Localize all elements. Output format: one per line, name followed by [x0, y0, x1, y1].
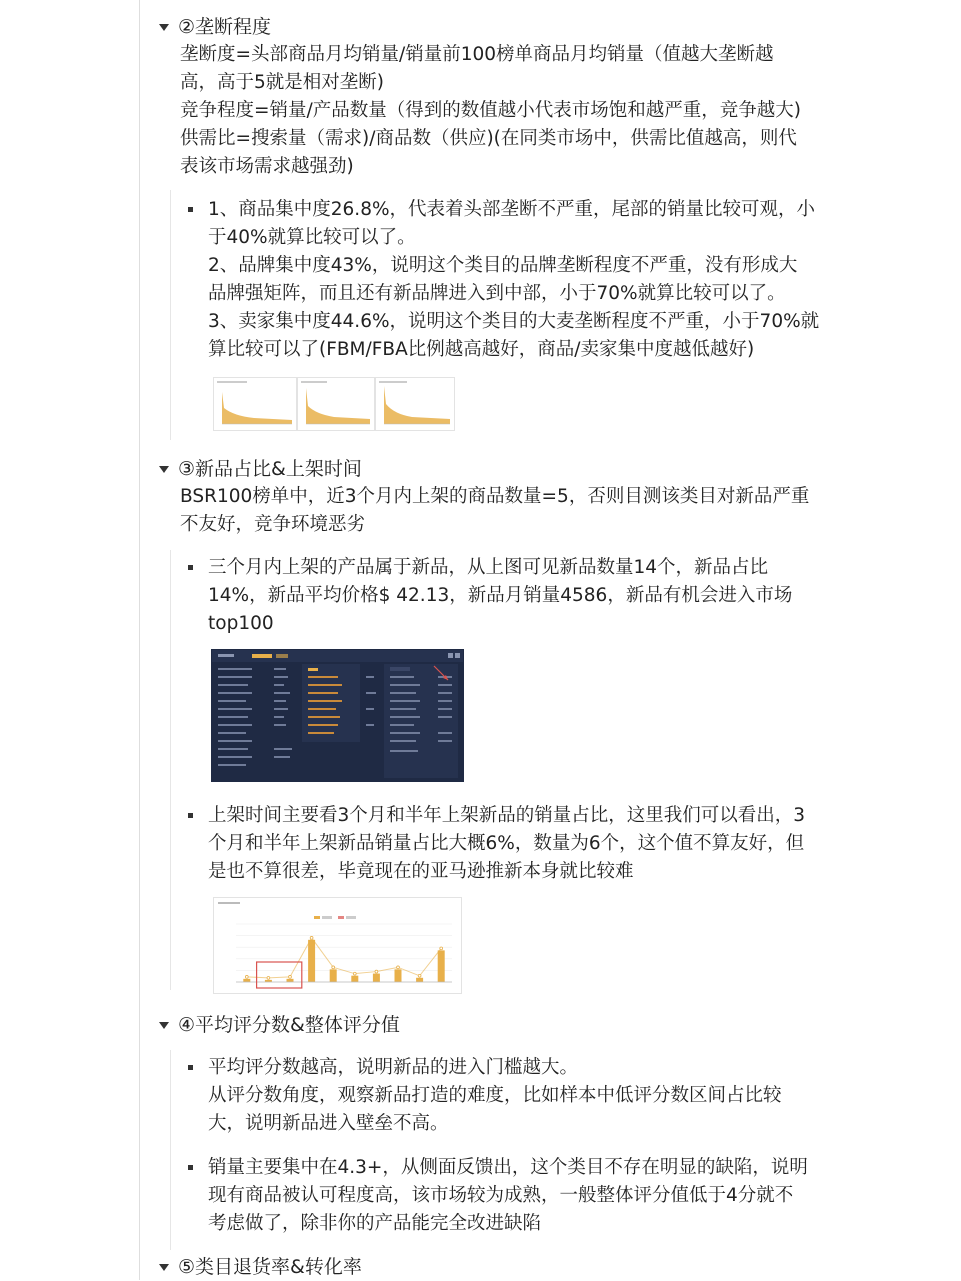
- section-heading: ②垄断程度: [178, 16, 272, 38]
- section-paragraph: 垄断度=头部商品月均销量/销量前100榜单商品月均销量（值越大垄断越 高，高于5就是相对垄断) 竞争程度=销量/产品数量（得到的数值越小代表市场饱和越严重，竞争越大) 供需比=搜索量（需求)/商品数（供应)(在同类市场中，供需比值越高，则代 表该市场需求越强劲): [180, 44, 801, 177]
- section-heading: ③新品占比&上架时间: [178, 458, 362, 480]
- bullet-marker: [188, 1165, 193, 1170]
- chart-point: [375, 970, 378, 973]
- chart-point: [418, 974, 421, 977]
- bullet-text: 1、商品集中度26.8%，代表着头部垄断不严重，尾部的销量比较可观，小 于40%就算比较可以了。 2、品牌集中度43%，说明这个类目的品牌垄断程度不严重，没有形成大 品牌强矩阵，而且还有新品牌进入到中部，小于70%就算比较可以了。 3、卖家集中度44.6%，说明这个类目的大麦垄断程度不严重，小于70%就 算比较可以了(FBM/FBA比例越高越好，商品/卖家集中度越低越好): [208, 199, 820, 360]
- chart-bar: [416, 978, 423, 982]
- section-heading: ⑤类目退货率&转化率: [178, 1256, 362, 1278]
- launch-time-sales-chart[interactable]: [213, 897, 462, 994]
- collapse-toggle-icon[interactable]: [159, 24, 169, 31]
- chart-point: [289, 975, 292, 978]
- chart-bar: [243, 979, 250, 982]
- new-product-dashboard-screenshot[interactable]: [211, 649, 464, 782]
- chart-point: [440, 947, 443, 950]
- bullet-text: 上架时间主要看3个月和半年上架新品的销量占比，这里我们可以看出，3 个月和半年上架新品销量占比大概6%，数量为6个，这个值不算友好，但 是也不算很差，毕竟现在的亚马逊推新本身就比较难: [208, 805, 806, 882]
- chart-bar: [395, 969, 402, 982]
- chart-point: [310, 936, 313, 939]
- chart-bar: [373, 974, 380, 982]
- legend-label-placeholder: [346, 916, 356, 919]
- concentration-chart-thumbnail[interactable]: [297, 377, 375, 431]
- collapse-toggle-icon[interactable]: [159, 1022, 169, 1029]
- bullet-marker: [188, 813, 193, 818]
- chart-bar: [330, 969, 337, 982]
- chart-point: [267, 976, 270, 979]
- bullet-marker: [188, 565, 193, 570]
- chart-bar: [308, 940, 315, 982]
- chart-bar: [287, 979, 294, 982]
- chart-series-line: [247, 938, 441, 978]
- outline-guide-line: [139, 0, 140, 1280]
- concentration-chart-thumbnail[interactable]: [375, 377, 455, 431]
- indent-guide-line: [170, 190, 171, 440]
- chart-point: [245, 975, 248, 978]
- collapse-toggle-icon[interactable]: [159, 1264, 169, 1271]
- indent-guide-line: [170, 1050, 171, 1250]
- section-paragraph: BSR100榜单中，近3个月内上架的商品数量=5，否则目测该类目对新品严重 不友好，竞争环境恶劣: [180, 486, 810, 535]
- chart-point: [397, 966, 400, 969]
- chart-bar: [438, 950, 445, 982]
- collapse-toggle-icon[interactable]: [159, 466, 169, 473]
- chart-caption-placeholder: [218, 902, 240, 904]
- chart-bar: [351, 976, 358, 982]
- section-heading: ④平均评分数&整体评分值: [178, 1014, 400, 1036]
- concentration-chart-thumbnail[interactable]: [213, 377, 297, 431]
- bullet-text: 三个月内上架的产品属于新品，从上图可见新品数量14个，新品占比 14%，新品平均价格$ 42.13，新品月销量4586，新品有机会进入市场 top100: [208, 557, 793, 634]
- bullet-marker: [188, 207, 193, 212]
- indent-guide-line: [170, 550, 171, 990]
- bullet-text: 平均评分数越高，说明新品的进入门槛越大。 从评分数角度，观察新品打造的难度，比如样本中低评分数区间占比较 大，说明新品进入壁垒不高。: [208, 1057, 782, 1134]
- chart-point: [353, 972, 356, 975]
- highlight-box: [257, 962, 302, 988]
- legend-label-placeholder: [322, 916, 332, 919]
- bullet-marker: [188, 1065, 193, 1070]
- legend-swatch: [338, 916, 344, 919]
- chart-point: [332, 966, 335, 969]
- bullet-text: 销量主要集中在4.3+，从侧面反馈出，这个类目不存在明显的缺陷，说明 现有商品被认可程度高，该市场较为成熟，一般整体评分值低于4分就不 考虑做了，除非你的产品能完全改进缺陷: [208, 1157, 808, 1234]
- legend-swatch: [314, 916, 320, 919]
